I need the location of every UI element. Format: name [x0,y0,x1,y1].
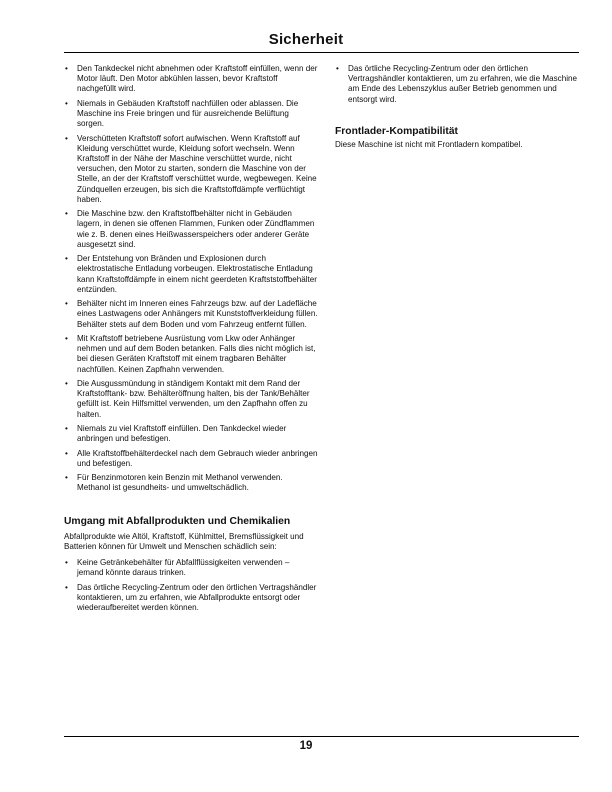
list-item-text: Die Ausgussmündung in ständigem Kontakt mit dem Rand der Kraftstofftank- bzw. Behälteröffnung halten, bis der Tank/Behälter gefüllt ist. Kein Hilfsmittel verwenden, um den Zapfhahn offen zu halten. [77,379,310,419]
bullet-icon: • [65,299,68,309]
list-item-text: Alle Kraftstoffbehälterdeckel nach dem Gebrauch wieder anbringen und befestigen. [77,448,318,468]
list-item [64,583,318,614]
bullet-icon: • [65,98,68,108]
list-item-text: Mit Kraftstoff betriebene Ausrüstung vom Lkw oder Anhänger nehmen und auf dem Boden betanken. Falls dies nicht möglich ist, bei diesen Geräten Kraftstoff mit einem tragbaren Behälter nachfüllen. Keinen Zapfhahn verwenden. [77,334,316,374]
bullet-icon: • [65,448,68,458]
bullet-icon: • [65,254,68,264]
list-item [335,64,579,105]
frontloader-section-heading: Frontlader-Kompatibilität [335,125,458,137]
bullet-icon: • [65,379,68,388]
list-item-text: Das örtliche Recycling-Zentrum oder den örtlichen Vertragshändler kontaktieren, um zu erfahren, wie Abfallprodukte entsorgt oder wiederaufbereitet werden können. [77,582,317,612]
frontloader-section [335,126,579,150]
list-item [64,424,318,444]
list-item [64,134,318,205]
list-item [64,209,318,250]
page-number: 19 [299,740,313,752]
fuel-safety-list [64,64,318,494]
list-item-text: Keine Getränkebehälter für Abfallflüssigkeiten verwenden – jemand könnte daraus trinken. [77,558,290,578]
list-item [64,64,318,95]
list-item [64,299,318,330]
waste-section-heading: Umgang mit Abfallprodukten und Chemikalien [64,515,291,527]
list-item-text: Den Tankdeckel nicht abnehmen oder Kraftstoff einfüllen, wenn der Motor läuft. Den Motor abkühlen lassen, bevor Kraftstoff nachgefüllt wird. [77,64,318,94]
list-item-text: Behälter nicht im Inneren eines Fahrzeugs bzw. auf der Ladefläche eines Lastwagens oder Anhängers mit Kunststoffverkleidung füllen. Behälter stets auf dem Boden und vom Fahrzeug entfernt füllen. [77,299,318,329]
header-divider [64,52,579,53]
footer-divider [64,736,579,737]
list-item-text: Für Benzinmotoren kein Benzin mit Methanol verwenden. Methanol ist gesundheits- und umweltschädlich. [77,473,283,493]
waste-section-intro: Abfallprodukte wie Altöl, Kraftstoff, Kühlmittel, Bremsflüssigkeit und Batterien können für Umwelt und Menschen schädlich sein: [64,531,304,551]
list-item-text: Der Entstehung von Bränden und Explosionen durch elektrostatische Entladung vorbeugen. Elektrostatische Entladung kann Kraftstoffdämpfe in einem nicht geerdeten Kraftststoffbehälter entzünden. [77,254,317,294]
list-item [64,449,318,469]
page-title: Sicherheit [268,31,344,48]
bullet-icon: • [65,582,68,592]
list-item [64,254,318,295]
list-item-text: Die Maschine bzw. den Kraftstoffbehälter nicht in Gebäuden lagern, in denen sie offenen Flammen, Funken oder Zündflammen wie z. B. denen eines Heißwasserspeichers oder anderer Geräte ausgesetzt sind. [77,209,315,249]
bullet-icon: • [336,64,339,73]
list-item-text: Verschütteten Kraftstoff sofort aufwischen. Wenn Kraftstoff auf Kleidung verschüttet wurde, Kleidung sofort wechseln. Wenn Kraftstoff in der Nähe der Maschine verschüttet wurde, nicht versuchen, den Motor zu starten, sondern die Maschine von der Stelle, an der der Kraftstoff verschüttet wurde, wegbewegen. Keine Zündquellen erzeugen, bis sich die Kraftstoffdämpfe verflüchtigt haben. [77,133,317,204]
list-item-text: Niemals in Gebäuden Kraftstoff nachfüllen oder ablassen. Die Maschine ins Freie bringen und für ausreichende Belüftung sorgen. [77,98,299,129]
waste-list [64,558,318,613]
list-item-text: Niemals zu viel Kraftstoff einfüllen. Den Tankdeckel wieder anbringen und befestigen. [77,424,287,444]
disposal-list [335,64,579,105]
bullet-icon: • [65,558,68,567]
list-item [64,334,318,375]
bullet-icon: • [65,64,68,73]
bullet-icon: • [65,424,68,433]
list-item [64,558,318,578]
bullet-icon: • [65,334,68,343]
right-column [335,64,579,150]
bullet-icon: • [65,473,68,483]
bullet-icon: • [65,209,68,219]
waste-section [64,516,318,614]
list-item [64,379,318,420]
list-item-text: Das örtliche Recycling-Zentrum oder den örtlichen Vertragshändler kontaktieren, um zu erfahren, wie die Maschine am Ende des Lebenszyklus außer Betrieb genommen und entsorgt wird. [348,64,577,104]
list-item [64,99,318,130]
list-item [64,473,318,493]
left-column [64,64,318,617]
bullet-icon: • [65,133,68,143]
frontloader-section-text: Diese Maschine ist nicht mit Frontladern kompatibel. [335,139,523,149]
